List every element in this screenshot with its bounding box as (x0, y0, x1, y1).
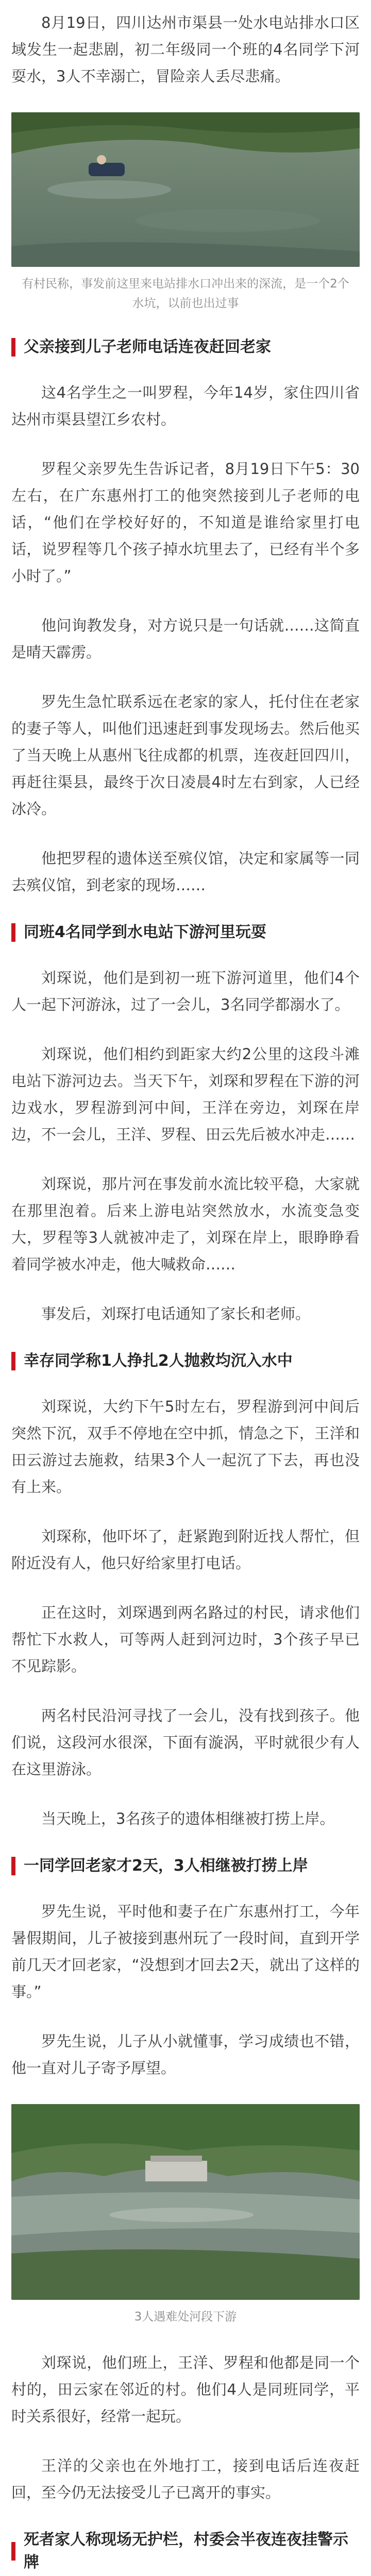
section-2-paragraph-1: 刘琛说，他们是到初一班下游河道里，他们4个人一起下河游泳，过了一会儿，3名同学都溺水了。 (11, 969, 360, 1013)
section-3-paragraph-3: 正在这时，刘琛遇到两名路过的村民，请求他们帮忙下水救人，可等两人赶到河边时，3个孩子早已不见踪影。 (11, 1604, 360, 1675)
photo-caption-2: 3人遇难处河段下游 (134, 2310, 237, 2324)
section-bar-icon (11, 338, 15, 357)
section-3-paragraph-5: 当天晚上，3名孩子的遗体相继被打捞上岸。 (41, 1810, 335, 1827)
section-heading-5 (0, 2529, 371, 2574)
photo-caption-1: 有村民称，事发前这里来电站排水口冲出来的深流，是一个2个水坑，以前也出过事 (22, 277, 349, 310)
section-1-paragraph-1: 这4名学生之一叫罗程，今年14岁，家住四川省达州市渠县望江乡农村。 (11, 384, 360, 428)
section-2-paragraph-2: 刘琛说，他们相约到距家大约2公里的这段斗滩电站下游河边去。当天下午，刘琛和罗程在下游的河边戏水，罗程游到河中间，王洋在旁边，刘琛在岸边，不一会儿，王洋、罗程、田云先后被水冲走…… (11, 1045, 360, 1143)
section-heading-1 (0, 336, 371, 359)
section-heading-4 (0, 1855, 371, 1877)
section-4-paragraph-1: 罗先生说，平时他和妻子在广东惠州打工，今年暑假期间，儿子被接到惠州玩了一段时间，直到开学前几天才回老家，“没想到才回去2天，就出了这样的事。” (11, 1903, 360, 2001)
section-bar-icon (11, 1352, 15, 1370)
section-bar-icon (11, 1857, 15, 1875)
section-title-3: 幸存同学称1人挣扎2人抛救均沉入水中 (24, 1352, 293, 1370)
section-3-paragraph-1: 刘琛说，大约下午5时左右，罗程游到河中间后突然下沉，双手不停地在空中抓，情急之下，王洋和田云游过去施救，结果3个人一起沉了下去，再也没有上来。 (11, 1398, 360, 1496)
section-2-paragraph-3: 刘琛说，那片河在事发前水流比较平稳，大家就在那里泡着。后来上游电站突然放水，水流变急变大，罗程等3人就被冲走了，刘琛在岸上，眼睁睁看着同学被水冲走，他大喊救命…… (11, 1175, 360, 1273)
river-photo-1 (11, 112, 360, 267)
section-title-1: 父亲接到儿子老师电话连夜赶回老家 (24, 338, 271, 356)
section-bar-icon (11, 2542, 15, 2561)
section-1-paragraph-4: 罗先生急忙联系远在老家的家人，托付住在老家的妻子等人，叫他们迅速赶到事发现场去。然后他买了当天晚上从惠州飞往成都的机票，连夜赶回四川，再赶往渠县，最终于次日凌晨4时左右到家，人已经冰冷。 (11, 693, 360, 818)
section-heading-3 (0, 1350, 371, 1372)
section-1-paragraph-5: 他把罗程的遗体送至殡仪馆，决定和家属等一同去殡仪馆，到老家的现场…… (11, 850, 360, 894)
river-photo-2 (11, 2104, 360, 2300)
river-photo-1-image (11, 112, 360, 267)
section-bar-icon (11, 923, 15, 942)
section-3-paragraph-4: 两名村民沿河寻找了一会儿，没有找到孩子。他们说，这段河水很深，下面有漩涡，平时就很少有人在这里游泳。 (11, 1707, 360, 1778)
section-title-2: 同班4名同学到水电站下游河里玩耍 (24, 923, 266, 941)
section-title-4: 一同学回老家才2天，3人相继被打捞上岸 (24, 1857, 308, 1875)
river-photo-2-image (11, 2104, 360, 2300)
intro-paragraph: 8月19日，四川达州市渠县一处水电站排水口区域发生一起悲剧，初二年级同一个班的4名同学下河耍水，3人不幸溺亡，冒险亲人丢尽悲痛。 (11, 14, 360, 85)
section-3-paragraph-2: 刘琛称，他吓坏了，赶紧跑到附近找人帮忙，但附近没有人，他只好给家里打电话。 (11, 1528, 360, 1572)
section-1-paragraph-2: 罗程父亲罗先生告诉记者，8月19日下午5：30左右，在广东惠州打工的他突然接到儿子老师的电话，“他们在学校好好的，不知道是谁给家里打电话，说罗程等几个孩子掉水坑里去了，已经有半个多小时了。” (11, 460, 360, 585)
section-4-paragraph-2: 罗先生说，儿子从小就懂事，学习成绩也不错，他一直对儿子寄予厚望。 (11, 2032, 360, 2077)
section-1-paragraph-3: 他问询教发身，对方说只是一句话就……这简直是晴天霹雳。 (11, 617, 360, 661)
section-title-5: 死者家人称现场无护栏，村委会半夜连夜挂警示牌 (24, 2531, 348, 2571)
section-4-paragraph-3: 刘琛说，他们班上，王洋、罗程和他都是同一个村的，田云家在邻近的村。他们4人是同班同学，平时关系很好，经常一起玩。 (11, 2354, 360, 2425)
section-2-paragraph-4: 事发后，刘琛打电话通知了家长和老师。 (41, 1305, 311, 1323)
section-heading-2 (0, 921, 371, 944)
section-4-paragraph-4: 王洋的父亲也在外地打工，接到电话后连夜赶回，至今仍无法接受儿子已离开的事实。 (11, 2457, 360, 2501)
